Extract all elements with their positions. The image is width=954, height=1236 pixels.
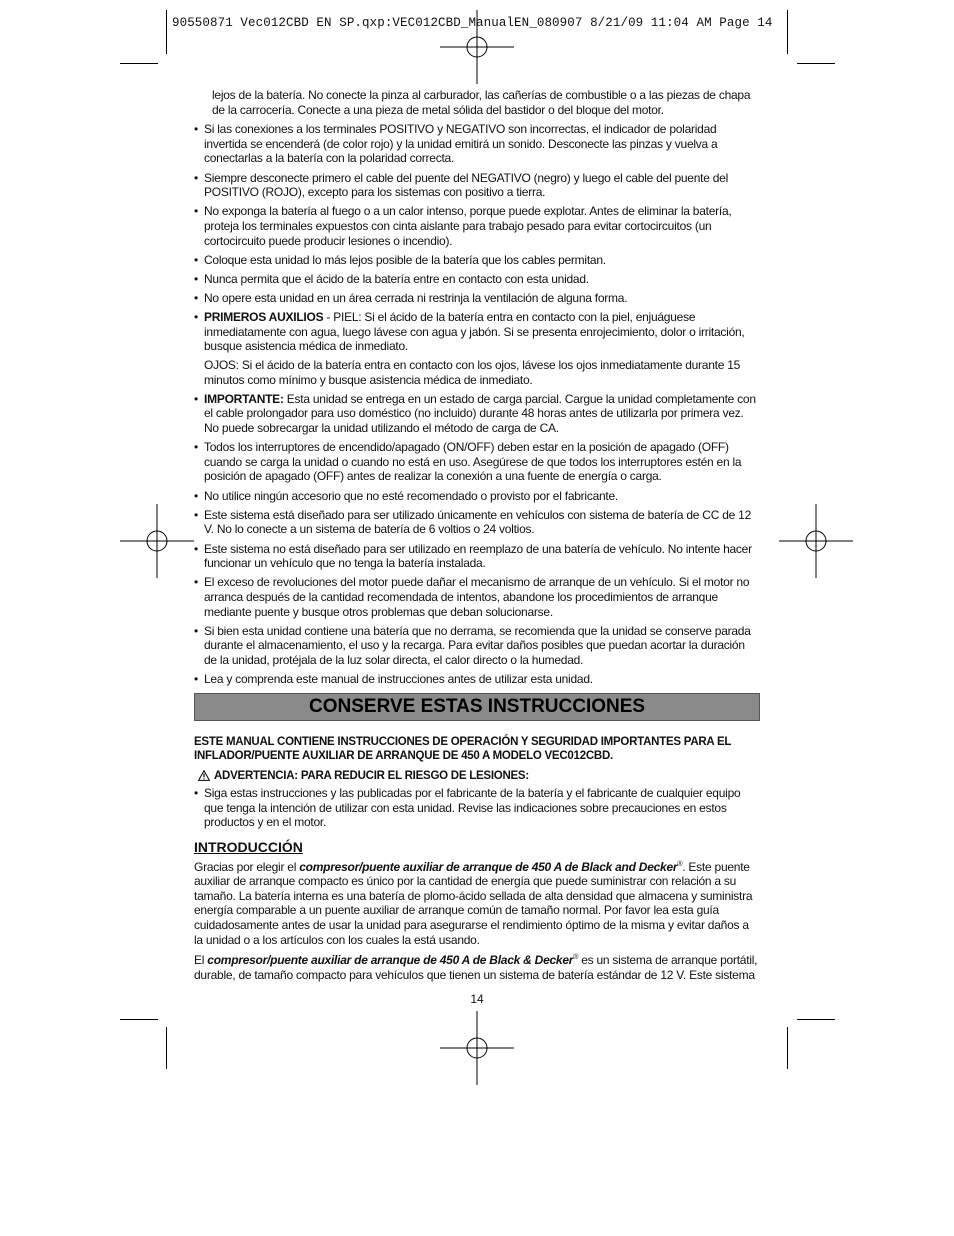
first-aid-eyes: OJOS: Si el ácido de la batería entra en contacto con los ojos, lávese los ojos inmediatamente durante 15 minutos como mínimo y busque asistencia médica de inmediato. (204, 358, 741, 387)
list-item: • Lea y comprenda este manual de instrucciones antes de utilizar esta unidad. (194, 672, 760, 687)
warning-triangle-icon (198, 770, 210, 781)
registration-mark-icon (779, 504, 853, 578)
list-item-first-aid (194, 310, 760, 387)
crop-mark (120, 63, 158, 64)
page-number: 14 (470, 992, 484, 1006)
intro-text: Gracias por elegir el (194, 859, 300, 874)
intro-text: El (194, 953, 208, 968)
list-item: • Siga estas instrucciones y las publicadas por el fabricante de la batería y el fabricante de cualquier equipo que tenga la intención de utilizar con esta unidad. Revise las indicaciones sobre precauciones en estos productos y en el motor. (194, 786, 760, 830)
save-instructions-banner: CONSERVE ESTAS INSTRUCCIONES (194, 693, 760, 721)
intro-paragraph (194, 858, 760, 948)
list-item: • El exceso de revoluciones del motor puede dañar el mecanismo de arranque de un vehículo. Si el motor no arranca después de la cantidad recomendada de intentos, abandone los procedimientos de arranque mediante puente y busque otros problemas que deban solucionarse. (194, 575, 760, 619)
list-item: • Nunca permita que el ácido de la batería entre en contacto con esta unidad. (194, 272, 760, 287)
list-item: • No opere esta unidad en un área cerrada ni restrinja la ventilación de alguna forma. (194, 291, 760, 306)
crop-mark (797, 1019, 835, 1020)
product-name: compresor/puente auxiliar de arranque de 450 A de Black and Decker (299, 859, 678, 874)
list-item: • Coloque esta unidad lo más lejos posible de la batería que los cables permitan. (194, 253, 760, 268)
intro-text: . Este puente auxiliar de arranque compacto es único por la cantidad de energía que puede suministrar con relación a su tamaño. La batería interna es una batería de plomo-ácido sellada de alta densidad que almacena y suministra energía comparable a un puente auxiliar de arranque común de tamaño normal. Por favor lea esta guía cuidadosamente antes de usar la unidad para asegurarse el rendimiento óptimo de la misma y evitar daños a la unidad o a los artículos con los cuales la está usando. (194, 859, 753, 947)
list-item: • Todos los interruptores de encendido/apagado (ON/OFF) deben estar en la posición de apagado (OFF) cuando se carga la unidad o cuando no está en uso. Asegúrese de que todos los interruptores estén en la posición de apagado (OFF) antes de realizar la conexión a una fuente de energía o carga. (194, 440, 760, 484)
important-text: Esta unidad se entrega en un estado de carga parcial. Cargue la unidad completamente con el cable prolongador para uso doméstico (no incluido) durante 48 horas antes de utilizarla por primera vez. No puede sobrecargar la unidad utilizando el método de carga de CA. (204, 391, 756, 436)
registered-mark: ® (573, 954, 579, 962)
list-item-important (194, 392, 760, 436)
intro-paragraph (194, 951, 760, 982)
warning-text: ADVERTENCIA: PARA REDUCIR EL RIESGO DE LESIONES: (214, 769, 529, 782)
list-item: • Si las conexiones a los terminales POSITIVO y NEGATIVO son incorrectas, el indicador de polaridad invertida se encenderá (de color rojo) y la unidad emitirá un sonido. Desconecte las pinzas y vuelva a conectarlas a la batería con la polaridad correcta. (194, 122, 760, 166)
page-content (194, 88, 760, 986)
registration-mark-icon (440, 10, 514, 84)
crop-mark (166, 1027, 167, 1069)
crop-mark (120, 1019, 158, 1020)
intro-title: INTRODUCCIÓN (194, 839, 303, 856)
list-item: • Este sistema no está diseñado para ser utilizado en reemplazo de una batería de vehículo. No intente hacer funcionar un vehículo que no tenga la batería instalada. (194, 542, 760, 571)
warning-list (194, 786, 760, 830)
manual-notice: ESTE MANUAL CONTIENE INSTRUCCIONES DE OPERACIÓN Y SEGURIDAD IMPORTANTES PARA EL INFLADOR/PUENTE AUXILIAR DE ARRANQUE DE 450 A MODELO VEC012CBD. (194, 735, 731, 762)
crop-mark (787, 10, 788, 54)
list-item: • Este sistema está diseñado para ser utilizado únicamente en vehículos con sistema de batería de CC de 12 V. No lo conecte a un sistema de batería de 6 voltios o 24 voltios. (194, 508, 760, 537)
registered-mark: ® (677, 860, 683, 868)
registration-mark-icon (120, 504, 194, 578)
first-aid-text: - PIEL: Si el ácido de la batería entra en contacto con la piel, enjuáguese inmediatamente con agua, luego lávese con agua y jabón. Si se presenta enrojecimiento, dolor o irritación, busque asistencia médica de inmediato. (204, 310, 745, 354)
crop-mark (166, 10, 167, 54)
crop-mark (797, 63, 835, 64)
important-label: IMPORTANTE: (204, 391, 284, 406)
list-item: • Si bien esta unidad contiene una batería que no derrama, se recomienda que la unidad se conserve parada durante el almacenamiento, el uso y la recarga. Para evitar daños posibles que puedan acortar la duración de la unidad, protéjala de la luz solar directa, el calor directo o la humedad. (194, 624, 760, 668)
intro-text: es un sistema de arranque portátil, durable, de tamaño compacto para vehículos que tienen un sistema de batería estándar de 12 V. Este sistema (194, 953, 758, 982)
list-item: • No exponga la batería al fuego o a un calor intenso, porque puede explotar. Antes de eliminar la batería, proteja los terminales expuestos con cinta aislante para trabajo pesado para evitar cortocircuitos (un cortocircuito puede producir lesiones o incendio). (194, 204, 760, 248)
first-aid-label: PRIMEROS AUXILIOS (204, 310, 324, 325)
product-name: compresor/puente auxiliar de arranque de 450 A de Black & Decker (207, 953, 574, 968)
continuation-text: lejos de la batería. No conecte la pinza al carburador, las cañerías de combustible o a las piezas de chapa de la carrocería. Conecte a una pieza de metal sólida del bastidor o del bloque del motor. (212, 88, 751, 117)
list-item: • Siempre desconecte primero el cable del puente del NEGATIVO (negro) y luego el cable del puente del POSITIVO (ROJO), excepto para los sistemas con positivo a tierra. (194, 171, 760, 200)
safety-list (194, 122, 760, 687)
list-item: • No utilice ningún accesorio que no esté recomendado o provisto por el fabricante. (194, 489, 760, 504)
warning-heading (198, 769, 760, 784)
registration-mark-icon (440, 1011, 514, 1085)
crop-mark (787, 1027, 788, 1069)
slug-line: 90550871 Vec012CBD EN SP.qxp:VEC012CBD_ManualEN_080907 8/21/09 11:04 AM Page 14 (172, 16, 773, 30)
